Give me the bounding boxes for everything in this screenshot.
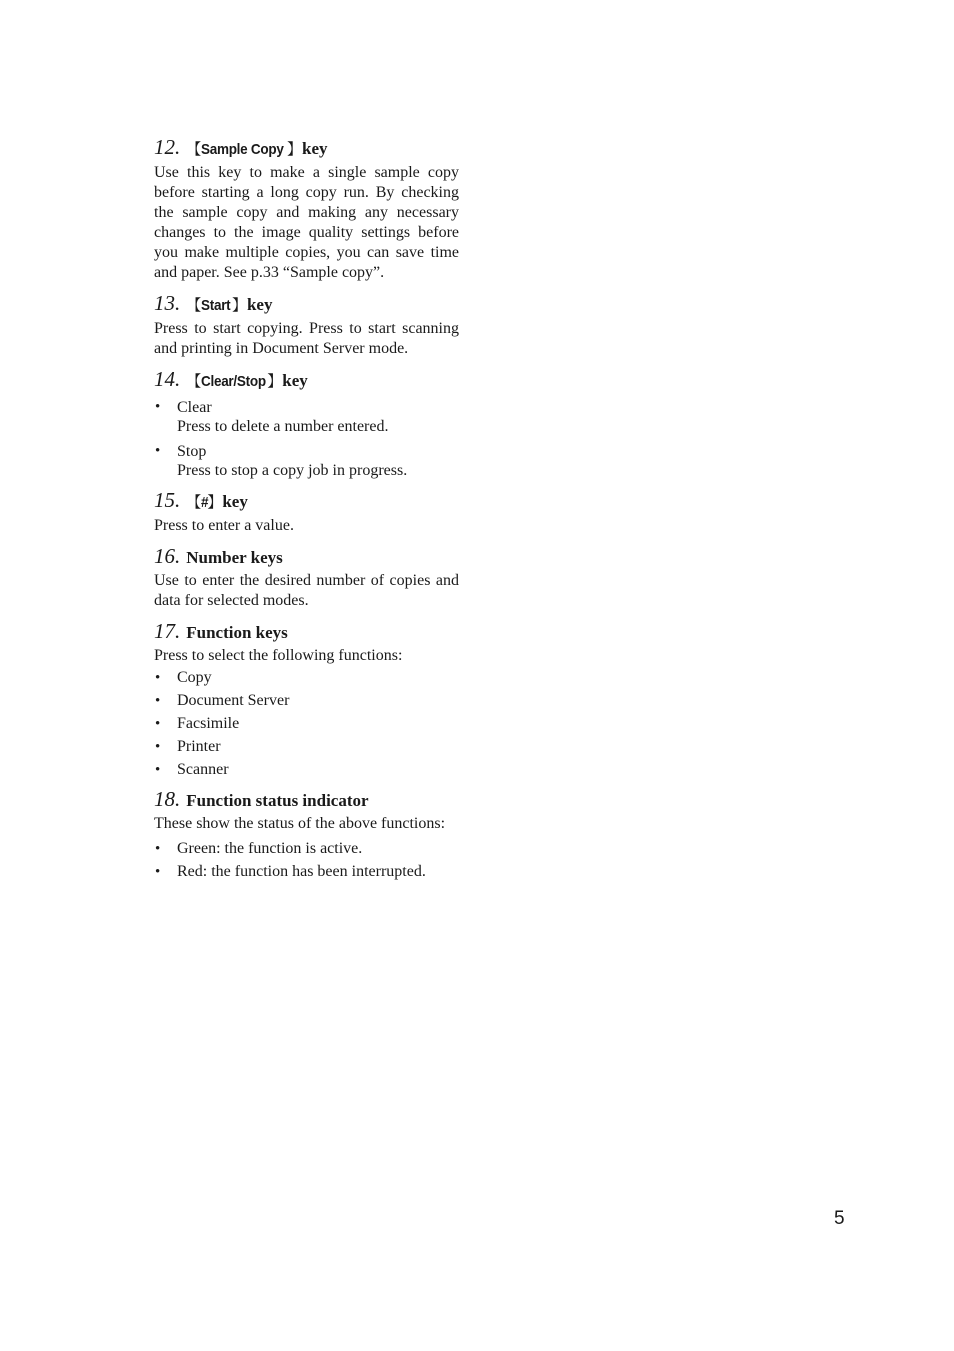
bullet-list [154, 840, 459, 881]
page-number: 5 [834, 1208, 845, 1229]
heading-suffix: key [302, 139, 328, 158]
section-heading [154, 290, 459, 319]
left-bracket-icon: 【 [186, 296, 202, 314]
section-number: 16. [154, 544, 181, 568]
left-bracket-icon: 【 [186, 493, 202, 511]
bullet-list [154, 669, 459, 779]
section-14 [154, 366, 459, 480]
list-item: • Green: the function is active. [154, 840, 459, 858]
right-bracket-icon: 】 [287, 140, 303, 158]
section-title: Function keys [186, 623, 288, 642]
right-bracket-icon: 】 [231, 296, 247, 314]
key-name: # [201, 494, 209, 511]
section-number: 15. [154, 488, 181, 512]
heading-suffix: key [222, 492, 248, 511]
key-name: Start [201, 297, 231, 314]
key-name: Clear/Stop [201, 373, 267, 390]
section-heading [154, 786, 459, 814]
right-bracket-icon: 】 [267, 372, 283, 390]
list-item: • Copy [154, 669, 459, 687]
section-16 [154, 543, 459, 611]
section-body: Use to enter the desired number of copies and data for selected modes. [154, 572, 459, 609]
bullet-title: Stop [177, 443, 207, 460]
heading-suffix: key [282, 371, 308, 390]
section-title: Number keys [186, 548, 283, 567]
list-item [154, 398, 459, 436]
list-item: • Printer [154, 738, 459, 756]
section-title: Function status indicator [186, 791, 369, 810]
bullet-list [154, 398, 459, 480]
left-bracket-icon: 【 [186, 140, 202, 158]
section-17 [154, 618, 459, 779]
section-number: 12. [154, 135, 181, 159]
section-heading [154, 366, 459, 395]
bullet-text: Press to delete a number entered. [177, 418, 389, 435]
section-number: 13. [154, 291, 181, 315]
right-bracket-icon: 】 [207, 493, 223, 511]
section-18 [154, 786, 459, 881]
section-number: 17. [154, 619, 181, 643]
list-item: • Document Server [154, 692, 459, 710]
section-body: Press to select the following functions: [154, 647, 403, 664]
key-name: Sample Copy [201, 141, 284, 158]
list-item [154, 442, 459, 480]
bullet-text: Press to stop a copy job in progress. [177, 462, 408, 479]
section-body: Press to enter a value. [154, 517, 294, 534]
section-heading [154, 618, 459, 646]
section-heading [154, 543, 459, 571]
section-body: Press to start copying. Press to start scanning and printing in Document Server mode. [154, 320, 459, 357]
section-heading [154, 487, 459, 516]
section-body: Use this key to make a single sample copy before starting a long copy run. By checking the sample copy and making any necessary changes to the image quality settings before you make multiple copies, you can save time and paper. See p.33 “Sample copy”. [154, 164, 459, 281]
left-bracket-icon: 【 [186, 372, 202, 390]
heading-suffix: key [246, 295, 273, 314]
main-column [154, 134, 459, 881]
section-15 [154, 487, 459, 536]
section-body: These show the status of the above functions: [154, 815, 446, 832]
list-item: • Facsimile [154, 715, 459, 733]
section-13 [154, 290, 459, 359]
section-12 [154, 134, 459, 283]
list-item: • Red: the function has been interrupted. [154, 863, 459, 881]
section-number: 18. [154, 787, 181, 811]
bullet-title: Clear [177, 399, 212, 416]
section-number: 14. [154, 367, 181, 391]
list-item: • Scanner [154, 761, 459, 779]
section-heading [154, 134, 459, 163]
